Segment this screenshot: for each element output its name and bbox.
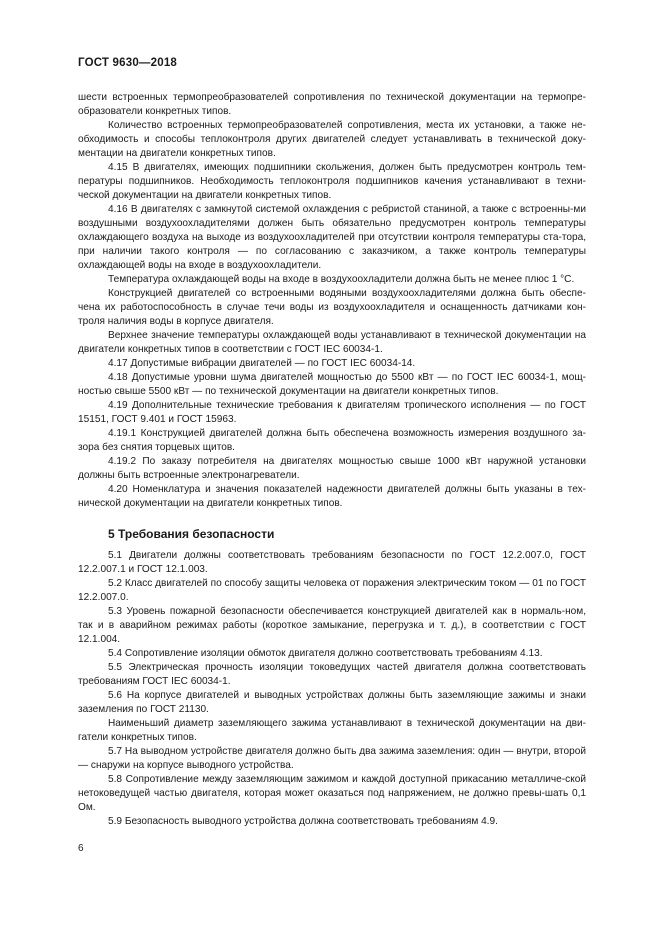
paragraph: 4.19.2 По заказу потребителя на двигателях мощностью свыше 1000 кВт наружной установки должны быть встроенные электронагреватели. (78, 456, 586, 481)
paragraph: 5.2 Класс двигателей по способу защиты человека от поражения электрическим током — 01 по ГОСТ 12.2.007.0. (78, 578, 586, 603)
paragraph: Количество встроенных термопреобразователей сопротивления, места их установки, а также не-обходимость и способы теплоконтроля других двигателей следует устанавливать в технической доку-ментации на двигатели конкретных типов. (78, 120, 586, 159)
paragraph: 5.5 Электрическая прочность изоляции токоведущих частей двигателя должна соответствовать требованиям ГОСТ IEC 60034-1. (78, 662, 586, 687)
paragraph: Конструкцией двигателей со встроенными водяными воздухоохладителями должна быть обеспе-чена их работоспособность в случае течи воды из воздухоохладителя и оснащенность датчиками кон-троля наличия воды в корпусе двигателя. (78, 288, 586, 327)
paragraph: 5.3 Уровень пожарной безопасности обеспечивается конструкцией двигателей как в нормаль-ном, так и в аварийном режимах работы (короткое замыкание, перегрузка и т. д.), в соответствии с ГОСТ 12.1.004. (78, 606, 586, 645)
document-header: ГОСТ 9630—2018 (78, 57, 178, 69)
paragraph: 4.20 Номенклатура и значения показателей надежности двигателей должны быть указаны в тех-нической документации на двигатели конкретных типов. (78, 484, 586, 509)
paragraph: 5.9 Безопасность выводного устройства должна соответствовать требованиям 4.9. (108, 816, 498, 827)
paragraph: 4.18 Допустимые уровни шума двигателей мощностью до 5500 кВт — по ГОСТ IEC 60034-1, мощ-ностью свыше 5500 кВт — по технической документации на двигатели конкретных типов. (78, 372, 586, 397)
paragraph: 4.15 В двигателях, имеющих подшипники скольжения, должен быть предусмотрен контроль тем-пературы подшипников. Необходимость теплоконтроля подшипников качения устанавливают в техни-ческой документации на двигатели конкретных типов. (78, 162, 586, 201)
paragraph: Верхнее значение температуры охлаждающей воды устанавливают в технической документации на двигатели конкретных типов в соответствии с ГОСТ IEC 60034-1. (78, 330, 586, 355)
paragraph: 4.17 Допустимые вибрации двигателей — по ГОСТ IEC 60034-14. (108, 358, 416, 369)
paragraph: 4.19.1 Конструкцией двигателей должна быть обеспечена возможность измерения воздушного за-зора без снятия торцевых щитов. (78, 428, 586, 453)
section-title: 5 Требования безопасности (108, 527, 275, 541)
paragraph: Наименьший диаметр заземляющего зажима устанавливают в технической документации на дви-гатели конкретных типов. (78, 718, 586, 743)
body-text-block-1 (78, 91, 586, 511)
paragraph: 5.1 Двигатели должны соответствовать требованиям безопасности по ГОСТ 12.2.007.0, ГОСТ 12.2.007.1 и ГОСТ 12.1.003. (78, 550, 586, 575)
paragraph: 4.19 Дополнительные технические требования к двигателям тропического исполнения — по ГОСТ 15151, ГОСТ 9.401 и ГОСТ 15963. (78, 400, 586, 425)
page-number: 6 (78, 843, 84, 854)
paragraph: 5.7 На выводном устройстве двигателя должно быть два зажима заземления: один — внутри, второй — снаружи на корпусе выводного устройства. (78, 746, 586, 771)
paragraph: 5.4 Сопротивление изоляции обмоток двигателя должно соответствовать требованиям 4.13. (108, 648, 543, 659)
paragraph: шести встроенных термопреобразователей сопротивления по технической документации на термопре-образователи конкретных типов. (78, 92, 586, 117)
paragraph: 4.16 В двигателях с замкнутой системой охлаждения с ребристой станиной, а также с встроенны-ми воздушными воздухоохладителями должен быть обязательно предусмотрен контроль температуры охлаждающего воздуха на выходе из воздухоохладителей при отсутствии контроля температуры ста-тора, при наличии такого контроля — по согласованию с заказчиком, а также контроль температуры охлаждающей воды на входе в воздухоохладители. (78, 204, 586, 271)
paragraph: 5.8 Сопротивление между заземляющим зажимом и каждой доступной прикасанию металличе-ской нетоковедущей частью двигателя, которая может оказаться под напряжением, не должно превы-шать 0,1 Ом. (78, 774, 586, 813)
paragraph: 5.6 На корпусе двигателей и выводных устройствах должны быть заземляющие зажимы и знаки заземления по ГОСТ 21130. (78, 690, 586, 715)
body-text-block-2 (78, 549, 586, 829)
paragraph: Температура охлаждающей воды на входе в воздухоохладители должна быть не менее плюс 1 °С. (108, 274, 575, 285)
